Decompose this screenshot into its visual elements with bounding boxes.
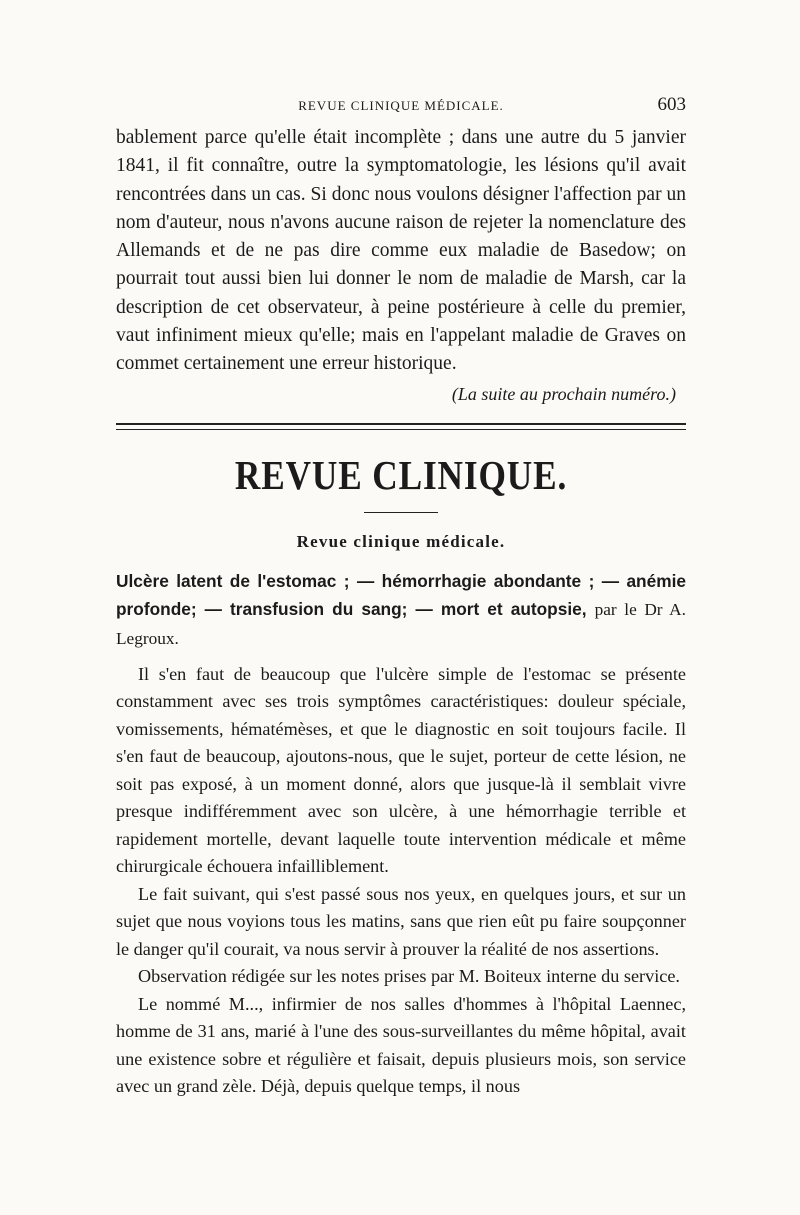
- article-author: par le Dr A. Legroux.: [116, 599, 686, 648]
- page: [116, 96, 686, 1101]
- continuation-note: (La suite au prochain numéro.): [451, 383, 676, 404]
- section-title: REVUE CLINIQUE.: [234, 451, 568, 498]
- article-title: Ulcère latent de l'estomac ; — hémorrhagie abondante ; — anémie profonde; — transfusion du sang; — mort et autopsie,: [116, 570, 686, 619]
- article-paragraph-1: Il s'en faut de beaucoup que l'ulcère simple de l'estomac se présente constamment avec ses trois symptômes caractéristiques: douleur spéciale, vomissements, hématémèses, et que le diagnostic en soit toujours facile. Il s'en faut de beaucoup, ajoutons-nous, que le sujet, porteur de cette lésion, ne soit pas exposé, à un moment donné, alors que jusque-là il semblait vivre presque indifféremment avec son ulcère, à une hémorrhagie terrible et rapidement mortelle, devant laquelle toute intervention médicale et même chirurgicale échouera infailliblement.: [116, 663, 686, 877]
- section-divider: [116, 423, 686, 430]
- running-title: REVUE CLINIQUE MÉDICALE.: [298, 98, 504, 113]
- article-paragraph-2: Le fait suivant, qui s'est passé sous nos yeux, en quelques jours, et sur un sujet que nous voyions tous les matins, sans que rien eût pu faire soupçonner le danger qu'il courait, va nous servir à prouver la réalité de nos assertions.: [116, 883, 686, 959]
- title-underline: [364, 512, 438, 513]
- subsection-title: Revue clinique médicale.: [296, 531, 506, 551]
- article-body: [116, 661, 686, 1101]
- article-title-block: [116, 567, 686, 653]
- previous-article-paragraph: bablement parce qu'elle était incomplète ; dans une autre du 5 janvier 1841, il fit connaître, outre la symptomatologie, les lésions qu'il avait rencontrées dans un cas. Si donc nous voulons désigner l'affection par un nom d'auteur, nous n'avons aucune raison de rejeter la nomenclature des Allemands et de ne pas dire comme eux maladie de Basedow; on pourrait tout aussi bien lui donner le nom de maladie de Marsh, car la description de cet observateur, à peine postérieure à celle du premier, vaut infiniment mieux qu'elle; mais en l'appelant maladie de Graves on commet certainement une erreur historique.: [116, 127, 686, 375]
- article-paragraph-3: Observation rédigée sur les notes prises par M. Boiteux interne du service.: [138, 966, 680, 987]
- article-paragraph-4: Le nommé M..., infirmier de nos salles d'hommes à l'hôpital Laennec, homme de 31 ans, marié à l'une des sous-surveillantes du même hôpital, avait une existence sobre et régulière et faisait, depuis plusieurs mois, son service avec un grand zèle. Déjà, depuis quelque temps, il nous: [116, 993, 686, 1097]
- running-head: [116, 96, 686, 124]
- page-number: 603: [657, 94, 686, 115]
